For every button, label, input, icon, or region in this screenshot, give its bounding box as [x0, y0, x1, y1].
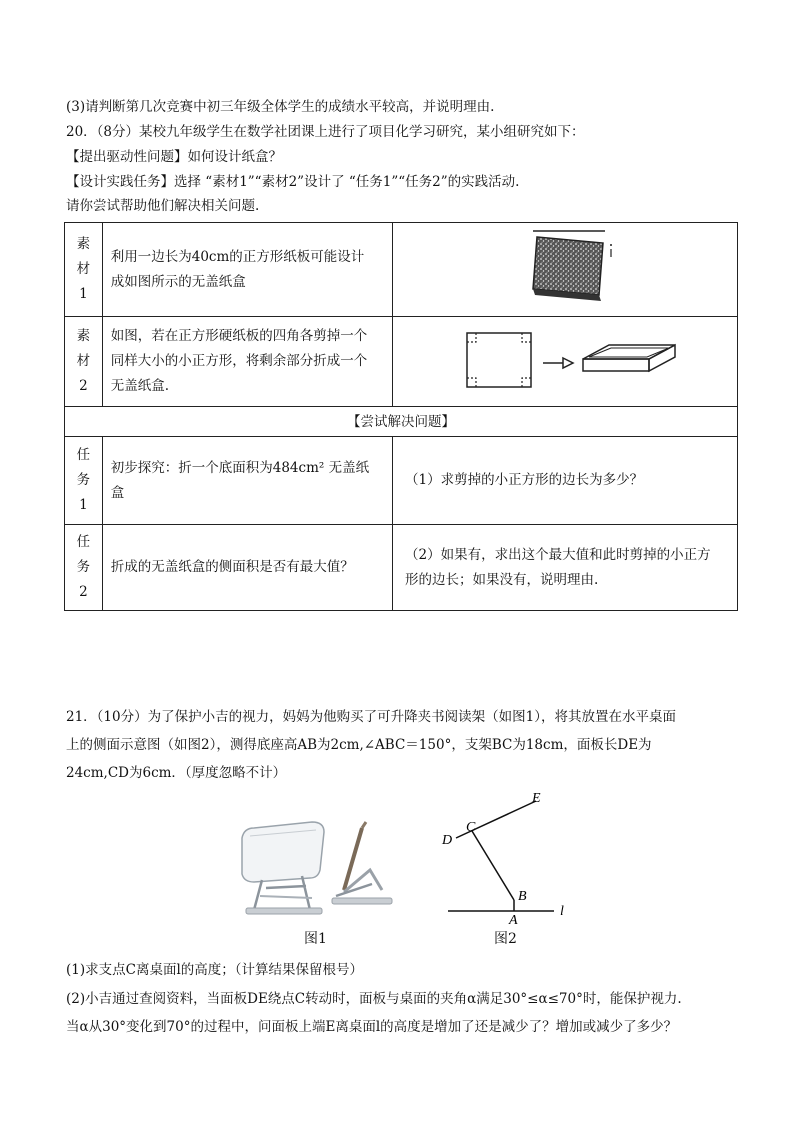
q20-design-task: 【设计实践任务】选择 “素材1”“素材2”设计了 “任务1”“任务2”的实践活动. [66, 174, 520, 190]
q21-line2: 上的侧面示意图（如图2），测得底座高AB为2cm,∠ABC＝150°，支架BC为18cm，面板长DE为 [66, 737, 652, 753]
row-task1 [65, 437, 738, 525]
material2-label: 素 材 2 [65, 317, 103, 407]
fold-box-figure [405, 317, 725, 397]
task1-question: （1）求剪掉的小正方形的边长为多少？ [393, 437, 738, 525]
q21-part2-line1: (2)小吉通过查阅资料，当面板DE绕点C转动时，面板与桌面的夹角α满足30°≤α≤70°时，能保护视力. [66, 991, 682, 1007]
fig2-caption: 图2 [494, 931, 517, 947]
reading-stand-photo [232, 818, 402, 922]
label-E: E [532, 791, 541, 806]
q20-instruction: 请你尝试帮助他们解决相关问题. [66, 198, 260, 214]
label-B: B [518, 889, 527, 904]
task2-label: 任 务 2 [65, 525, 103, 611]
fig1-caption: 图1 [304, 931, 327, 947]
label-A: A [509, 913, 518, 928]
stand-geometry-diagram [440, 790, 590, 928]
material1-figure-cell [393, 223, 738, 317]
q21-part1: (1)求支点C离桌面l的高度；（计算结果保留根号） [66, 962, 364, 978]
q20-driving-question: 【提出驱动性问题】如何设计纸盒？ [66, 149, 282, 165]
material1-label: 素 材 1 [65, 223, 103, 317]
row-task2 [65, 525, 738, 611]
task1-label: 任 务 1 [65, 437, 103, 525]
q21-line3: 24cm,CD为6cm．（厚度忽略不计） [66, 765, 287, 781]
row-material1 [65, 223, 738, 317]
task2-question: （2）如果有，求出这个最大值和此时剪掉的小正方 形的边长；如果没有，说明理由. [393, 525, 738, 611]
row-section-header [65, 407, 738, 437]
section-header: 【尝试解决问题】 [65, 407, 738, 437]
material1-text: 利用一边长为40cm的正方形纸板可能设计 成如图所示的无盖纸盒 [102, 223, 392, 317]
material2-figure-cell [393, 317, 738, 407]
task2-desc: 折成的无盖纸盒的侧面积是否有最大值？ [102, 525, 392, 611]
q21-line1: 21．（10分）为了保护小吉的视力，妈妈为他购买了可升降夹书阅读架（如图1），将其放置在水平桌面 [66, 709, 676, 725]
box-photo-figure [405, 223, 725, 307]
q20-header: 20．（8分）某校九年级学生在数学社团课上进行了项目化学习研究，某小组研究如下： [66, 124, 585, 140]
q20-table [64, 222, 738, 611]
label-D: D [442, 833, 453, 848]
material2-text: 如图，若在正方形硬纸板的四角各剪掉一个 同样大小的小正方形，将剩余部分折成一个 无盖纸盒. [102, 317, 392, 407]
q21-part2-line2: 当α从30°变化到70°的过程中，问面板上端E离桌面l的高度是增加了还是减少了？增加或减少了多少？ [66, 1019, 678, 1035]
task1-desc: 初步探究：折一个底面积为484cm² 无盖纸 盒 [102, 437, 392, 525]
label-C: C [466, 820, 476, 835]
label-l: l [560, 904, 564, 919]
row-material2 [65, 317, 738, 407]
q19-part3: (3)请判断第几次竞赛中初三年级全体学生的成绩水平较高，并说明理由. [66, 99, 495, 115]
